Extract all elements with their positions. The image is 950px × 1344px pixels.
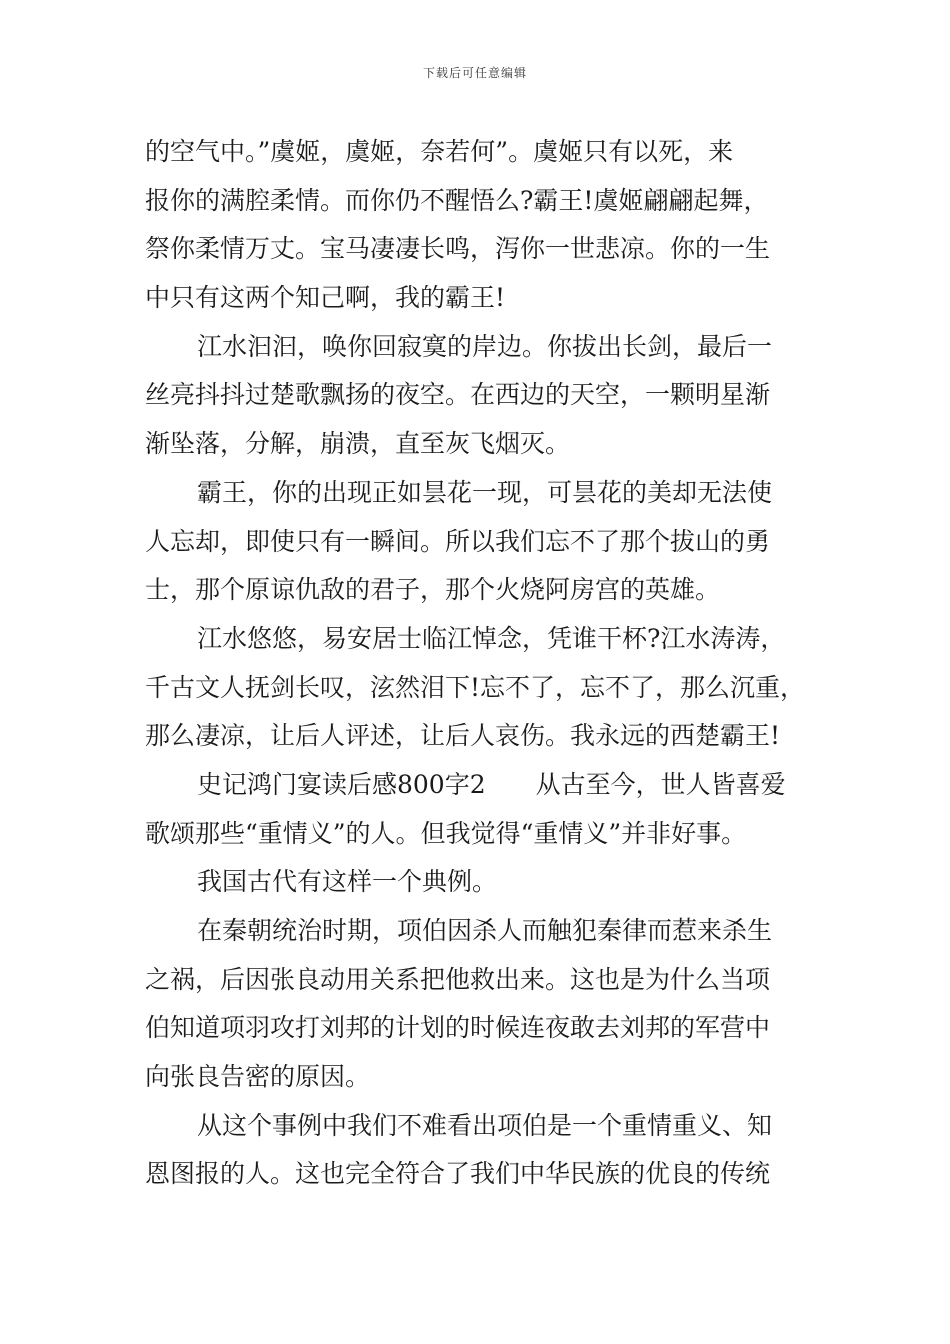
text-line: 士，那个原谅仇敌的君子，那个火烧阿房宫的英雄。 — [145, 575, 721, 605]
text-line: 之祸，后因张良动用关系把他救出来。这也是为什么当项 — [145, 964, 771, 994]
section-title-line: 史记鸿门宴读后感800字2 从古至今，世人皆喜爱 — [197, 769, 786, 799]
text-line: 的空气中。”虞姬，虞姬，奈若何”。虞姬只有以死，来 — [145, 137, 734, 166]
text-line: 向张良告密的原因。 — [145, 1062, 371, 1092]
page-header-note: 下载后可任意编辑 — [422, 66, 527, 80]
paragraph-start-line: 江水汩汩，唤你回寂寞的岸边。你拔出长剑，最后一 — [197, 331, 773, 361]
text-line: 祭你柔情万丈。宝马凄凄长鸣，泻你一世悲凉。你的一生 — [145, 234, 771, 264]
text-line: 渐坠落，分解，崩溃，直至灰飞烟灭。 — [145, 429, 571, 459]
text-line: 丝亮抖抖过楚歌飘扬的夜空。在西边的天空，一颗明星渐 — [145, 380, 771, 410]
text-line: 报你的满腔柔情。而你仍不醒悟么?霸王!虞姬翩翩起舞， — [145, 185, 769, 215]
document-body — [145, 128, 813, 1199]
text-line: 千古文人抚剑长叹，泫然泪下!忘不了，忘不了，那么沉重， — [145, 672, 806, 702]
paragraph-start-line: 江水悠悠，易安居士临江悼念，凭谁干杯?江水涛涛， — [197, 623, 786, 653]
paragraph-start-line: 从这个事例中我们不难看出项伯是一个重情重义、知 — [197, 1110, 773, 1140]
text-line: 恩图报的人。这也完全符合了我们中华民族的优良的传统 — [145, 1159, 771, 1189]
paragraph-start-line: 在秦朝统治时期，项伯因杀人而触犯秦律而惹来杀生 — [197, 916, 773, 945]
text-line: 歌颂那些“重情义”的人。但我觉得“重情义”并非好事。 — [145, 818, 747, 848]
paragraph-start-line: 霸王，你的出现正如昙花一现，可昙花的美却无法使 — [197, 477, 773, 507]
text-line: 人忘却，即使只有一瞬间。所以我们忘不了那个拔山的勇 — [145, 526, 771, 556]
text-line: 伯知道项羽攻打刘邦的计划的时候连夜敢去刘邦的军营中 — [145, 1013, 771, 1043]
text-line: 中只有这两个知己啊，我的霸王! — [145, 283, 506, 313]
paragraph-start-line: 我国古代有这样一个典例。 — [197, 867, 498, 897]
text-line: 那么凄凉，让后人评述，让后人哀伤。我永远的西楚霸王! — [145, 721, 781, 751]
